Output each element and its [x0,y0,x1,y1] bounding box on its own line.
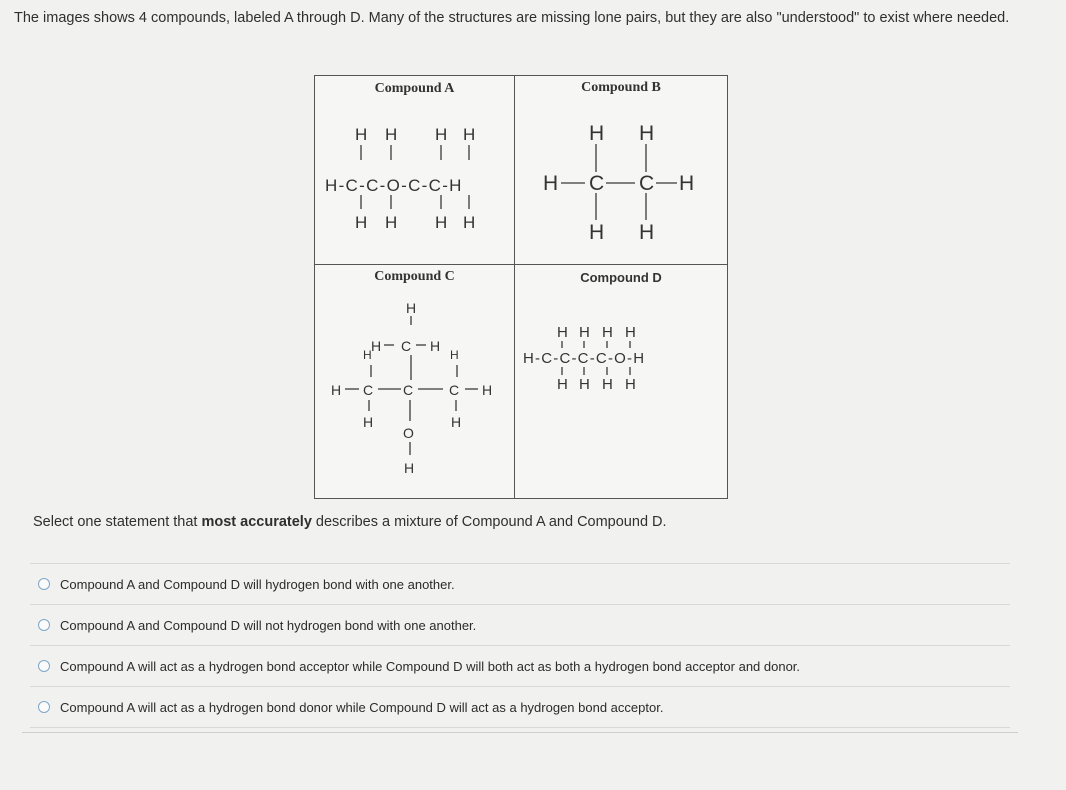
answer-option-label[interactable]: Compound A will act as a hydrogen bond donor while Compound D will act as a hydrogen bond acceptor. [60,699,664,715]
answer-option-4[interactable] [30,686,1010,728]
radio-button[interactable] [38,660,50,672]
question-prompt [33,514,667,530]
question-prefix: Select one statement that [33,514,202,530]
svg-text:C: C [449,382,460,398]
svg-text:H: H [557,376,568,393]
svg-text:C: C [589,172,605,195]
svg-text:H: H [463,213,476,232]
answer-options [30,563,1010,728]
svg-text:H: H [543,172,559,195]
svg-text:H: H [482,382,493,398]
compound-d-panel [515,265,727,498]
radio-button[interactable] [38,701,50,713]
radio-button[interactable] [38,619,50,631]
svg-text:H: H [625,324,636,341]
svg-text:C: C [401,338,412,354]
svg-text:H: H [451,414,462,430]
svg-text:H: H [463,125,476,144]
compound-c-structure [315,265,515,498]
svg-text:C: C [403,382,414,398]
compound-d-title: Compound D [580,270,662,285]
svg-text:H: H [579,376,590,393]
svg-text:H: H [435,125,448,144]
compound-a-structure [315,76,515,265]
answer-option-1[interactable] [30,563,1010,604]
svg-text:C: C [363,382,374,398]
radio-button[interactable] [38,578,50,590]
compound-a-title: Compound A [374,81,455,96]
svg-text:H: H [406,300,417,316]
svg-text:H: H [371,338,382,354]
svg-text:H: H [355,213,368,232]
compound-c-title: Compound C [374,269,455,284]
svg-text:H: H [639,122,655,145]
compound-c-panel [315,265,515,498]
svg-text:H: H [589,221,605,244]
compound-b-panel [515,76,727,265]
svg-text:H: H [557,324,568,341]
svg-text:H: H [625,376,636,393]
compound-b-title: Compound B [581,80,661,95]
answer-option-label[interactable]: Compound A and Compound D will not hydrogen bond with one another. [60,617,477,633]
svg-text:C: C [639,172,655,195]
divider [22,732,1018,733]
svg-text:H: H [385,213,398,232]
question-emphasis: most accurately [201,514,312,530]
svg-text:H: H [404,460,415,476]
question-suffix: describes a mixture of Compound A and Compound D. [311,514,667,530]
svg-text:H-C-C-O-C-C-H: H-C-C-O-C-C-H [325,176,463,195]
svg-text:H: H [450,348,459,362]
compound-a-panel [315,76,515,265]
svg-text:H: H [679,172,695,195]
svg-text:H: H [331,382,342,398]
answer-option-label[interactable]: Compound A will act as a hydrogen bond acceptor while Compound D will both act as both a hydrogen bond acceptor and donor. [60,658,801,674]
svg-text:H-C-C-C-C-O-H: H-C-C-C-C-O-H [523,350,646,367]
svg-text:O: O [403,425,414,441]
svg-text:H: H [435,213,448,232]
svg-text:H: H [355,125,368,144]
answer-option-label[interactable]: Compound A and Compound D will hydrogen bond with one another. [60,576,455,592]
compound-d-structure [515,265,727,498]
compound-b-structure [515,76,727,265]
answer-option-3[interactable] [30,645,1010,686]
svg-text:H: H [385,125,398,144]
compounds-figure [314,75,728,499]
svg-text:H: H [363,414,374,430]
question-intro: The images shows 4 compounds, labeled A through D. Many of the structures are missing lone pairs, but they are also "understood" to exist where needed. [14,10,1010,26]
answer-option-2[interactable] [30,604,1010,645]
svg-text:H: H [602,324,613,341]
svg-text:H: H [363,348,372,362]
svg-text:H: H [430,338,441,354]
svg-text:H: H [602,376,613,393]
svg-text:H: H [579,324,590,341]
svg-text:H: H [589,122,605,145]
svg-text:H: H [639,221,655,244]
